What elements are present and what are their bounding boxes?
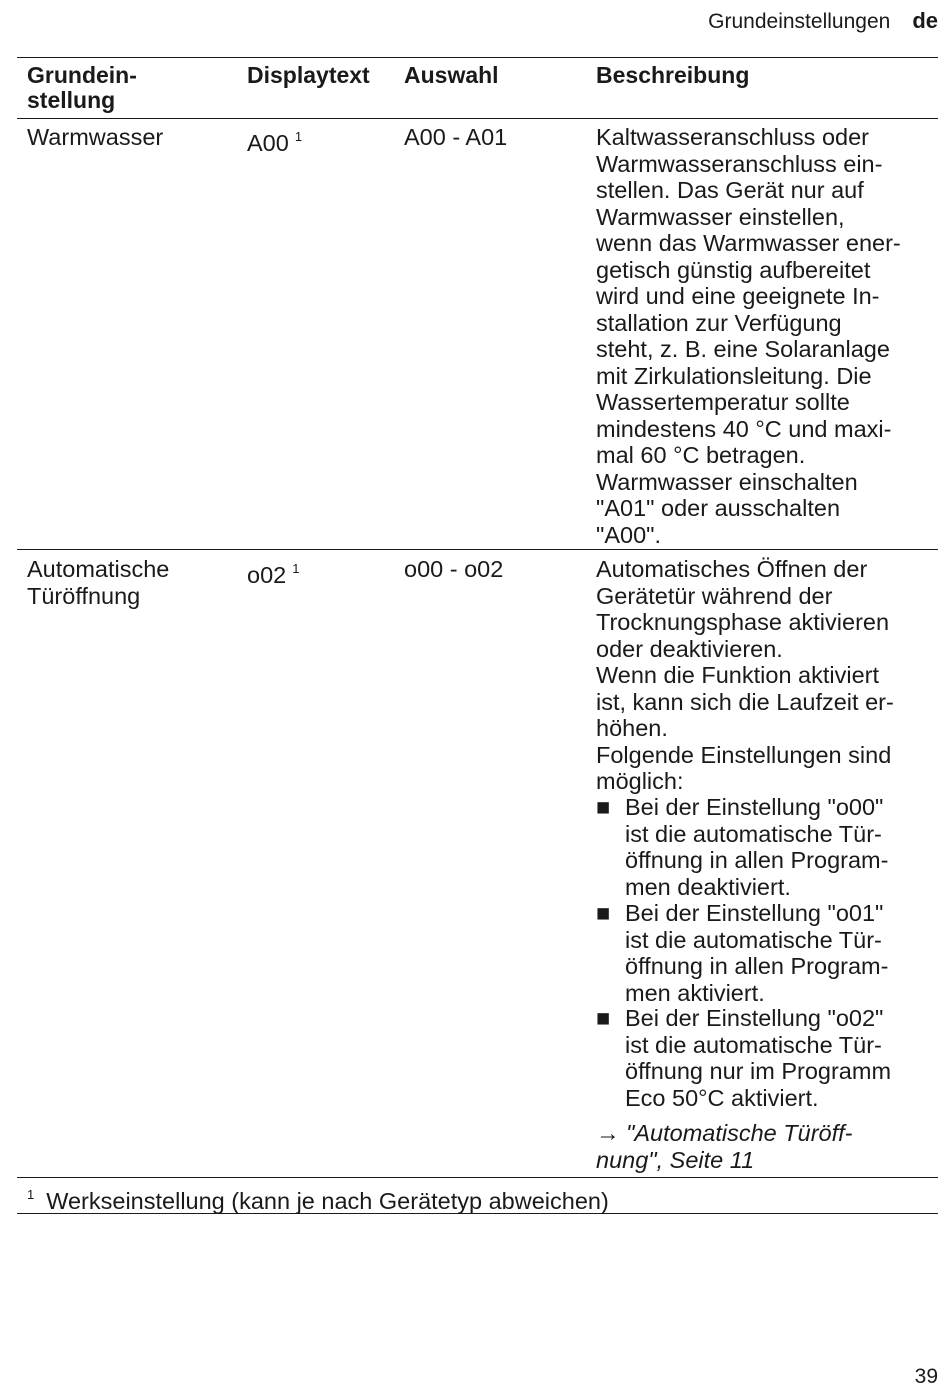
description-text: Automatisches Öffnen der Gerätetür während der Trocknungsphase aktivieren oder deaktivieren. Wenn die Funktion aktiviert ist, kann sich die Laufzeit er- höhen. Folgende Einstellungen sind möglich: bbox=[596, 556, 894, 794]
column-header-description: Beschreibung bbox=[596, 62, 750, 88]
language-code: de bbox=[912, 8, 938, 33]
setting-name: Automatische Türöffnung bbox=[27, 556, 170, 609]
column-header-selection: Auswahl bbox=[404, 62, 499, 88]
table-bottom-rule bbox=[17, 1177, 938, 1178]
footnote-marker: 1 bbox=[294, 129, 303, 144]
section-title: Grundeinstellungen bbox=[708, 10, 891, 33]
footnote-marker: 1 bbox=[27, 1187, 35, 1202]
bullet-square-icon: ■ bbox=[596, 1005, 611, 1031]
display-text bbox=[247, 124, 302, 157]
header-bottom-rule bbox=[17, 118, 938, 119]
description-text: Kaltwasseranschluss oder Warmwasseranschluss ein- stellen. Das Gerät nur auf Warmwasser einstellen, wenn das Warmwasser ener- getisch günstig aufbereitet wird und eine geeignete In- stallation zur Verfügung steht, z. B. eine Solaranlage mit Zirkulationsleitung. Die Wassertemperatur sollte mindestens 40 °C und maxi- mal 60 °C betragen. Warmwasser einschalten "A01" oder ausschalten "A00". bbox=[596, 124, 901, 548]
column-header-setting: Grundein- stellung bbox=[27, 62, 137, 113]
footnote-text: Werkseinstellung (kann je nach Gerätetyp abweichen) bbox=[46, 1188, 609, 1214]
table-top-rule bbox=[17, 57, 938, 58]
bullet-square-icon: ■ bbox=[596, 794, 611, 820]
running-header bbox=[708, 8, 938, 34]
row-divider-rule bbox=[17, 549, 938, 550]
selection-range: A00 - A01 bbox=[404, 124, 508, 150]
list-item: Bei der Einstellung "o00" ist die automatische Tür- öffnung in allen Program- men deaktiviert. bbox=[625, 794, 889, 900]
display-text bbox=[247, 556, 299, 589]
display-text-value: o02 bbox=[247, 562, 287, 588]
list-item: Bei der Einstellung "o02" ist die automatische Tür- öffnung nur im Programm Eco 50°C aktiviert. bbox=[625, 1005, 892, 1111]
footnote-marker: 1 bbox=[292, 561, 300, 576]
page-number: 39 bbox=[914, 1365, 938, 1388]
list-item: Bei der Einstellung "o01" ist die automatische Tür- öffnung in allen Program- men aktiviert. bbox=[625, 900, 889, 1006]
cross-reference-link[interactable]: → "Automatische Türöff- nung", Seite 11 bbox=[596, 1120, 853, 1173]
column-header-displaytext: Displaytext bbox=[247, 62, 370, 88]
setting-name: Warmwasser bbox=[27, 124, 164, 150]
display-text-value: A00 bbox=[247, 130, 289, 156]
bullet-square-icon: ■ bbox=[596, 900, 611, 926]
table-footnote bbox=[27, 1182, 609, 1215]
selection-range: o00 - o02 bbox=[404, 556, 504, 582]
